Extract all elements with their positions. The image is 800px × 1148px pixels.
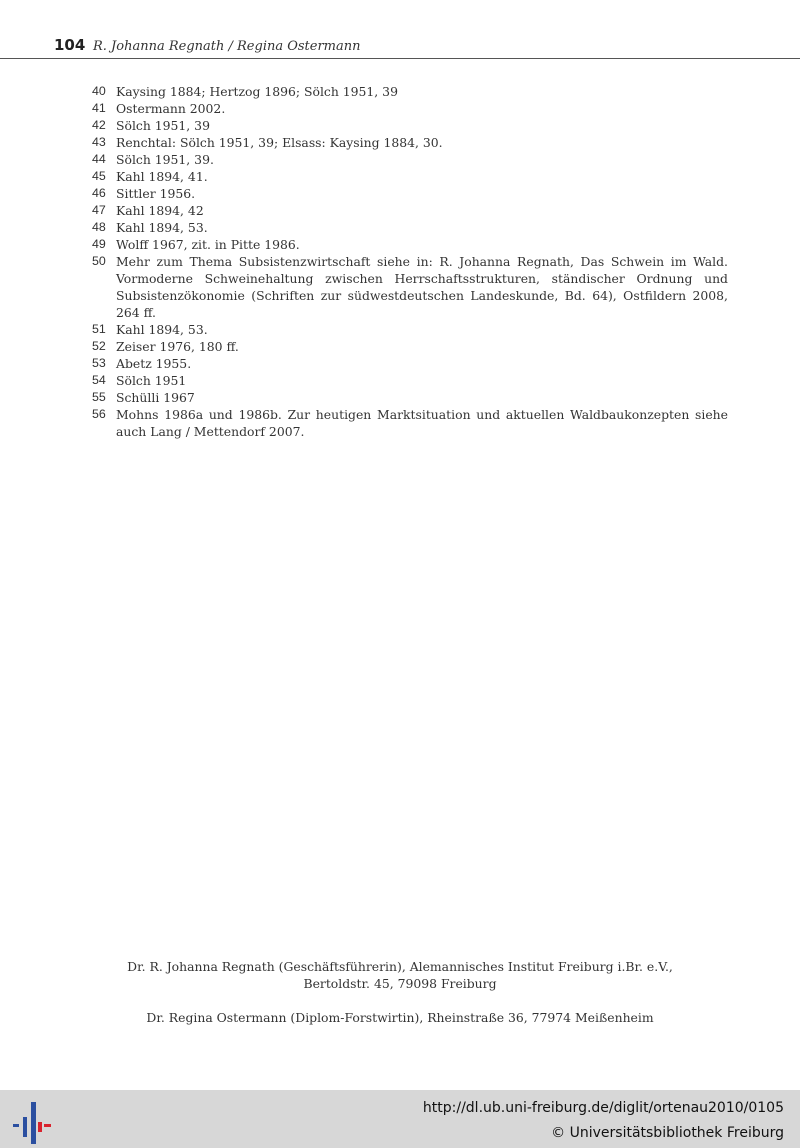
endnote-text: Wolff 1967, zit. in Pitte 1986. [116,237,300,252]
endnote-text: Mehr zum Thema Subsistenzwirtschaft siehe in: R. Johanna Regnath, Das Schwein im Wald. Vormoderne Schweinehaltung zwischen Herrschaftsstrukturen, ständischer Ordnung und Subsistenzökonomie (Schriften zur südwestdeutschen Landeskunde, Bd. 64), Ostfildern 2008, 264 ff. [116,254,728,320]
endnote [88,321,728,338]
endnote-text: Kahl 1894, 41. [116,169,208,184]
ub-freiburg-logo-icon [12,1100,52,1144]
endnote-text: Sittler 1956. [116,186,196,201]
endnote [88,372,728,389]
author-address-line: Dr. Regina Ostermann (Diplom-Forstwirtin), Rheinstraße 36, 77974 Meißenheim [146,1010,654,1025]
footer-copyright: © Universitätsbibliothek Freiburg [551,1125,784,1141]
endnote-number: 41 [92,101,106,115]
endnote-number: 56 [92,407,106,421]
endnote [88,168,728,185]
endnote-text: Kahl 1894, 53. [116,220,208,235]
endnote-text: Kahl 1894, 53. [116,322,208,337]
endnote-number: 42 [92,118,106,132]
endnote [88,338,728,355]
endnote-number: 51 [92,322,106,336]
endnote-text: Schülli 1967 [116,390,195,405]
running-head: R. Johanna Regnath / Regina Ostermann [93,39,361,54]
endnote [88,117,728,134]
endnote-text: Zeiser 1976, 180 ff. [116,339,239,354]
endnote [88,355,728,372]
author-addresses [100,958,700,1026]
endnote-text: Kahl 1894, 42 [116,203,204,218]
endnote-text: Sölch 1951, 39 [116,118,210,133]
endnote-number: 45 [92,169,106,183]
endnote [88,202,728,219]
endnote-number: 53 [92,356,106,370]
endnote-number: 52 [92,339,106,353]
endnote-number: 48 [92,220,106,234]
endnote-text: Mohns 1986a und 1986b. Zur heutigen Marktsituation und aktuellen Waldbaukonzepten siehe auch Lang / Mettendorf 2007. [116,407,728,439]
endnote [88,100,728,117]
endnote-text: Renchtal: Sölch 1951, 39; Elsass: Kaysing 1884, 30. [116,135,443,150]
spacer [100,992,700,1009]
endnote [88,219,728,236]
endnote [88,185,728,202]
endnote-text: Sölch 1951, 39. [116,152,214,167]
endnote-number: 50 [92,254,106,268]
author-address-line: Dr. R. Johanna Regnath (Geschäftsführerin), Alemannisches Institut Freiburg i.Br. e.V., [127,959,673,974]
endnote-number: 43 [92,135,106,149]
page-number: 104 [54,36,86,54]
endnote [88,151,728,168]
endnote-number: 40 [92,84,106,98]
endnote-number: 46 [92,186,106,200]
endnote-text: Abetz 1955. [116,356,192,371]
endnote [88,134,728,151]
endnote-text: Kaysing 1884; Hertzog 1896; Sölch 1951, 39 [116,84,398,99]
endnote-text: Sölch 1951 [116,373,187,388]
endnote-number: 47 [92,203,106,217]
endnotes-list [88,83,728,440]
footer-bar [0,1090,800,1148]
endnote-text: Ostermann 2002. [116,101,226,116]
endnote [88,253,728,321]
endnote-number: 49 [92,237,106,251]
endnote [88,406,728,440]
endnote [88,83,728,100]
endnote [88,236,728,253]
page-header [0,0,800,59]
footer-url-link[interactable]: http://dl.ub.uni-freiburg.de/diglit/ortenau2010/0105 [422,1100,784,1116]
endnote-number: 44 [92,152,106,166]
endnote-number: 55 [92,390,106,404]
author-address-line: Bertoldstr. 45, 79098 Freiburg [303,976,497,991]
endnote-number: 54 [92,373,106,387]
endnote [88,389,728,406]
